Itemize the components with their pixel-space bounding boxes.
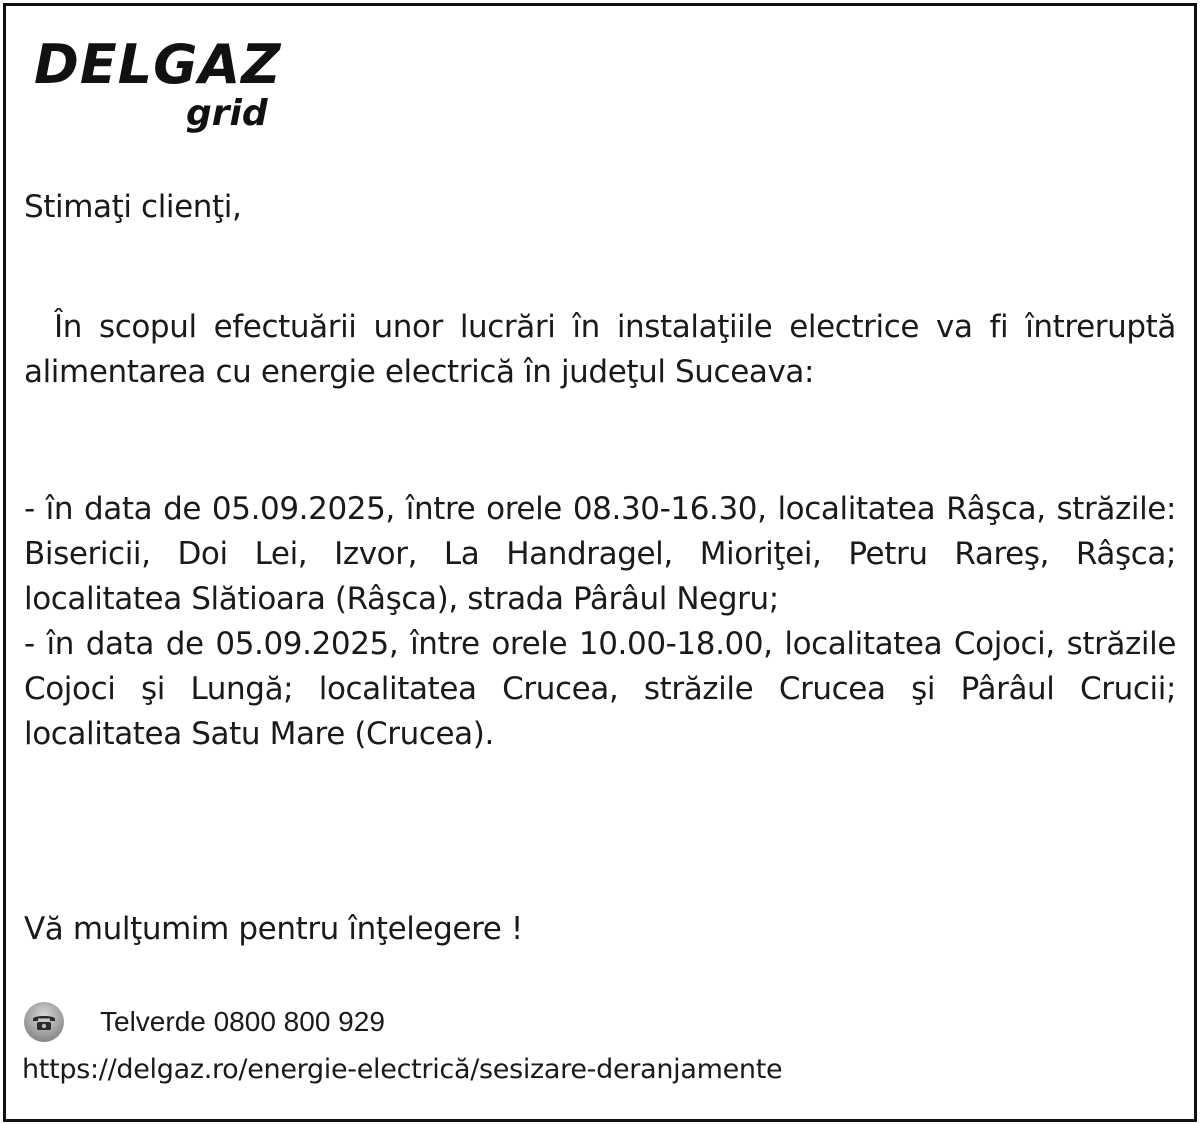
intro-paragraph: În scopul efectuării unor lucrări în instalaţiile electrice va fi întreruptă alimentarea cu energie electrică în judeţul Suceava: xyxy=(24,309,1176,390)
contact-line xyxy=(24,1000,385,1044)
schedule-list xyxy=(24,487,1176,757)
schedule-item: - în data de 05.09.2025, între orele 08.30-16.30, localitatea Râşca, străzile: Bisericii, Doi Lei, Izvor, La Handragel, Mioriţei, Petru Rareş, Râşca; localitatea Slătioara (Râşca), strada Pârâul Negru; xyxy=(24,491,1176,617)
hotline-number: Telverde 0800 800 929 xyxy=(100,1006,385,1037)
greeting: Stimaţi clienţi, xyxy=(24,189,242,225)
thanks-message: Vă mulţumim pentru înţelegere ! xyxy=(24,911,523,947)
report-link[interactable]: https://delgaz.ro/energie-electrică/sesizare-deranjamente xyxy=(22,1054,783,1085)
delgaz-grid-logo xyxy=(34,33,294,138)
logo-brand-text: DELGAZ xyxy=(34,33,282,96)
phone-icon xyxy=(24,1002,64,1042)
schedule-item: - în data de 05.09.2025, între orele 10.00-18.00, localitatea Cojoci, străzile Cojoci şi Lungă; localitatea Crucea, străzile Crucea şi Pârâul Crucii; localitatea Satu Mare (Crucea). xyxy=(24,626,1176,752)
logo-sub-text: grid xyxy=(186,93,268,134)
